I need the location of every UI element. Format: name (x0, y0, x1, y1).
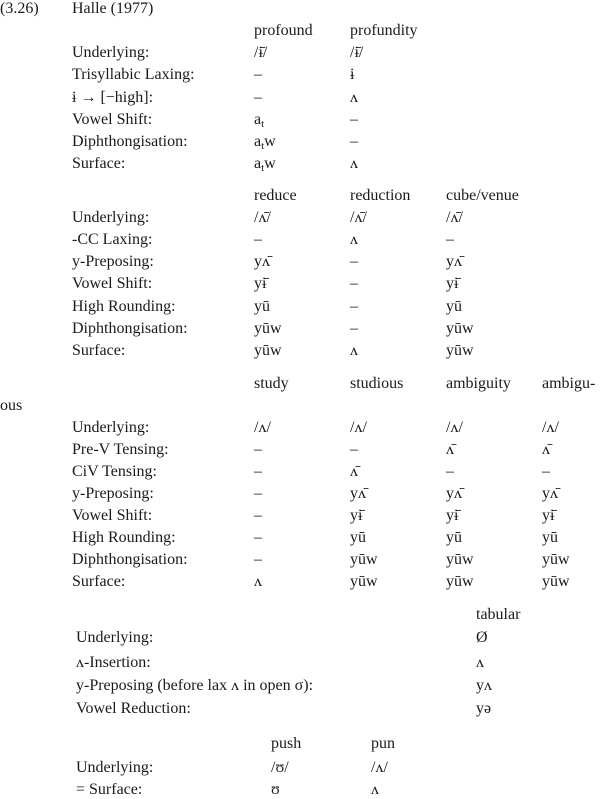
row-label: Underlying: (76, 629, 154, 646)
table-cell: yʌ̄ (446, 253, 462, 270)
table-cell: yɨ̄ (446, 507, 459, 524)
row-label: Underlying: (76, 759, 154, 776)
table-cell: /ʌ̄/ (446, 209, 463, 226)
row-label: Vowel Shift: (72, 111, 153, 128)
table-cell: ʌ (254, 573, 262, 590)
table-cell: $a_tw$ (254, 155, 276, 174)
row-label: Diphthongisation: (72, 551, 188, 568)
example-source: Halle (1977) (72, 0, 154, 17)
table-cell: yūw (446, 573, 474, 590)
row-label: Surface: (72, 155, 126, 172)
column-header: study (254, 375, 289, 392)
row-label: Surface: (72, 573, 126, 590)
table-cell: /ɨ̄/ (350, 44, 364, 61)
table-cell: ʊ (271, 781, 280, 798)
table-cell: – (254, 507, 262, 524)
table-cell: /ʊ/ (271, 759, 289, 776)
table-cell: yū (350, 529, 366, 546)
column-header: reduction (350, 187, 411, 204)
table-cell: $a_t$ (254, 111, 265, 130)
table-cell: /ʌ/ (446, 419, 463, 436)
table-cell: yū (446, 298, 462, 315)
table-cell: ɨ (350, 66, 355, 83)
table-cell: /ʌ/ (254, 419, 271, 436)
table-cell: – (254, 89, 262, 106)
table-cell: yʌ̄ (542, 485, 558, 502)
table-cell: yūw (542, 573, 570, 590)
row-label: High Rounding: (72, 529, 176, 546)
table-cell: yūw (254, 320, 282, 337)
table-cell: – (542, 463, 550, 480)
row-label: Vowel Shift: (72, 275, 153, 292)
column-header: studious (350, 375, 404, 392)
column-header: pun (371, 735, 395, 752)
table-cell: – (350, 275, 358, 292)
table-cell: – (254, 551, 262, 568)
table-cell: ʌ̄ (350, 463, 358, 480)
row-label: ʌ-Insertion: (76, 654, 151, 671)
row-label: High Rounding: (72, 298, 176, 315)
table-cell: ʌ (350, 231, 358, 248)
row-label: Vowel Reduction: (76, 700, 191, 717)
row-label: y-Preposing (before lax ʌ in open σ): (76, 677, 314, 694)
table-cell: – (350, 441, 358, 458)
table-cell: ʌ̄ (446, 441, 454, 458)
table-cell: ʌ (371, 781, 379, 798)
table-cell: /ʌ/ (542, 419, 559, 436)
table-cell: – (254, 485, 262, 502)
table-cell: yū (542, 529, 558, 546)
table-cell: yūw (350, 573, 378, 590)
column-header: profound (254, 22, 313, 39)
column-header: profundity (350, 22, 418, 39)
row-label: Diphthongisation: (72, 320, 188, 337)
table-cell: yū (254, 298, 270, 315)
table-cell: /ɨ̄/ (254, 44, 268, 61)
row-label: -CC Laxing: (72, 231, 153, 248)
row-label: Underlying: (72, 419, 150, 436)
table-cell: ʌ (476, 654, 484, 671)
column-header: push (271, 735, 302, 752)
row-label: ɨ → [−high]: (72, 89, 154, 106)
table-cell: yūw (446, 551, 474, 568)
row-label: Surface: (72, 342, 126, 359)
table-cell: /ʌ̄/ (254, 209, 271, 226)
table-cell: yūw (446, 320, 474, 337)
table-cell: – (350, 253, 358, 270)
table-cell: yʌ̄ (446, 485, 462, 502)
table-cell: ʌ (350, 155, 358, 172)
table-cell: ʌ̄ (542, 441, 550, 458)
table-cell: yū (446, 529, 462, 546)
column-header: cube/venue (446, 187, 519, 204)
table-cell: yʌ̄ (254, 253, 270, 270)
table-cell: yɨ̄ (446, 275, 459, 292)
example-number: (3.26) (0, 0, 39, 17)
table-cell: yūw (254, 342, 282, 359)
table-cell: yūw (350, 551, 378, 568)
table-cell: – (350, 320, 358, 337)
table-cell: – (254, 66, 262, 83)
table-cell: – (254, 441, 262, 458)
table-cell: ʌ (350, 89, 358, 106)
table-cell: yūw (446, 342, 474, 359)
row-label: CiV Tensing: (72, 463, 157, 480)
table-cell: Ø (476, 629, 488, 646)
table-cell: yʌ (476, 677, 492, 694)
header-overflow: ous (0, 397, 23, 414)
row-label: Diphthongisation: (72, 133, 188, 150)
row-label: Trisyllabic Laxing: (72, 66, 195, 83)
table-cell: – (350, 133, 358, 150)
table-cell: $a_tw$ (254, 133, 276, 152)
table-cell: – (254, 231, 262, 248)
row-label: y-Preposing: (72, 253, 154, 270)
table-cell: yūw (542, 551, 570, 568)
table-cell: – (254, 529, 262, 546)
column-header: ambiguity (446, 375, 511, 392)
row-label: Underlying: (72, 44, 150, 61)
row-label: y-Preposing: (72, 485, 154, 502)
column-header: ambigu- (542, 375, 596, 392)
column-header: tabular (476, 606, 521, 623)
table-cell: yɨ̄ (254, 275, 267, 292)
table-cell: – (350, 111, 358, 128)
table-cell: yɨ̄ (350, 507, 363, 524)
table-cell: /ʌ̄/ (350, 209, 367, 226)
table-cell: – (254, 463, 262, 480)
row-label: Vowel Shift: (72, 507, 153, 524)
table-cell: yʌ̄ (350, 485, 366, 502)
table-cell: – (350, 298, 358, 315)
row-label: Underlying: (72, 209, 150, 226)
table-cell: yɨ̄ (542, 507, 555, 524)
table-cell: /ʌ/ (371, 759, 388, 776)
table-cell: – (446, 463, 454, 480)
table-cell: – (446, 231, 454, 248)
table-cell: /ʌ/ (350, 419, 367, 436)
row-label: Pre-V Tensing: (72, 441, 169, 458)
table-cell: yə (476, 700, 492, 717)
row-label: = Surface: (76, 781, 143, 798)
column-header: reduce (254, 187, 297, 204)
table-cell: ʌ (350, 342, 358, 359)
